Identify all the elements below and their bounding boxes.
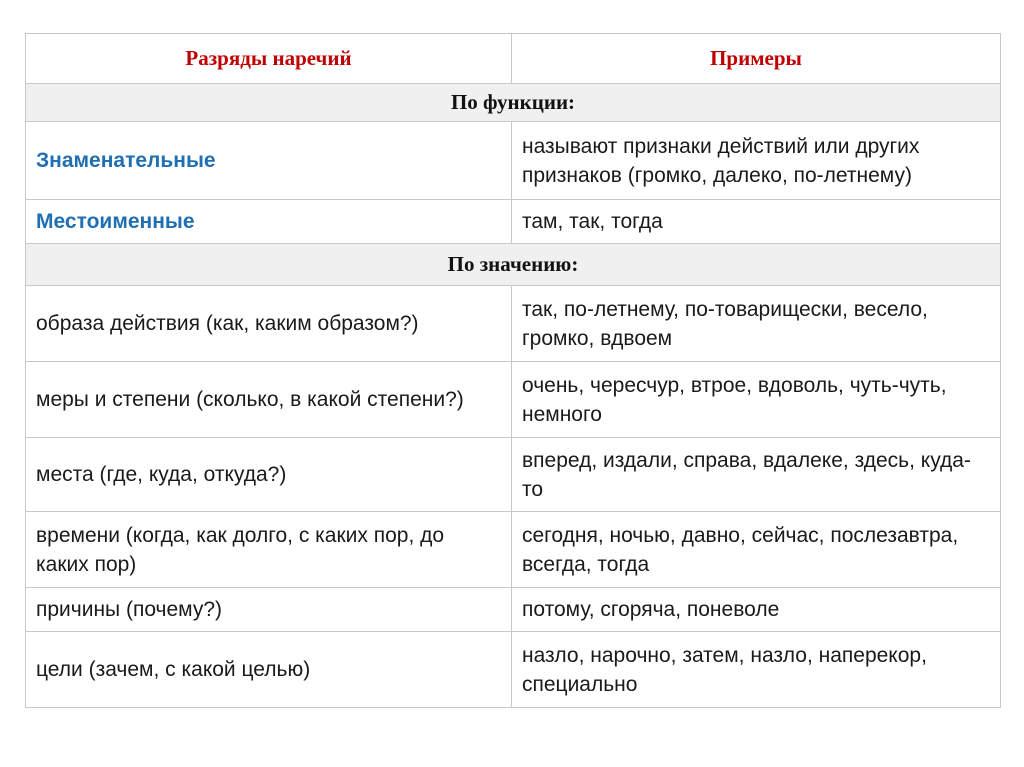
table-row [26,632,1001,708]
section-row-meaning [26,244,1001,286]
example-cell: потому, сгоряча, поневоле [512,588,1001,632]
category-cell: Местоименные [26,200,512,244]
example-cell: назло, нарочно, затем, назло, наперекор, специально [512,632,1001,708]
table-row [26,286,1001,362]
example-cell: вперед, издали, справа, вдалеке, здесь, куда-то [512,438,1001,512]
section-title-meaning: По значению: [26,244,1001,286]
section-row-function [26,84,1001,122]
table-row [26,512,1001,588]
header-categories: Разряды наречий [26,34,512,84]
category-cell: причины (почему?) [26,588,512,632]
header-examples: Примеры [512,34,1001,84]
category-cell: цели (зачем, с какой целью) [26,632,512,708]
category-cell: Знаменательные [26,122,512,200]
category-cell: образа действия (как, каким образом?) [26,286,512,362]
table-row [26,200,1001,244]
example-cell: там, так, тогда [512,200,1001,244]
table-row [26,588,1001,632]
example-cell: так, по-летнему, по-товарищески, весело, громко, вдвоем [512,286,1001,362]
category-cell: места (где, куда, откуда?) [26,438,512,512]
table-row [26,438,1001,512]
table-header-row [26,34,1001,84]
adverb-categories-table [25,33,1001,708]
example-cell: сегодня, ночью, давно, сейчас, послезавтра, всегда, тогда [512,512,1001,588]
example-cell: называют признаки действий или других признаков (громко, далеко, по-летнему) [512,122,1001,200]
adverb-categories-table-container [25,33,1000,708]
category-cell: меры и степени (сколько, в какой степени?) [26,362,512,438]
section-title-function: По функции: [26,84,1001,122]
category-cell: времени (когда, как долго, с каких пор, до каких пор) [26,512,512,588]
table-row [26,122,1001,200]
table-row [26,362,1001,438]
example-cell: очень, чересчур, втрое, вдоволь, чуть-чуть, немного [512,362,1001,438]
